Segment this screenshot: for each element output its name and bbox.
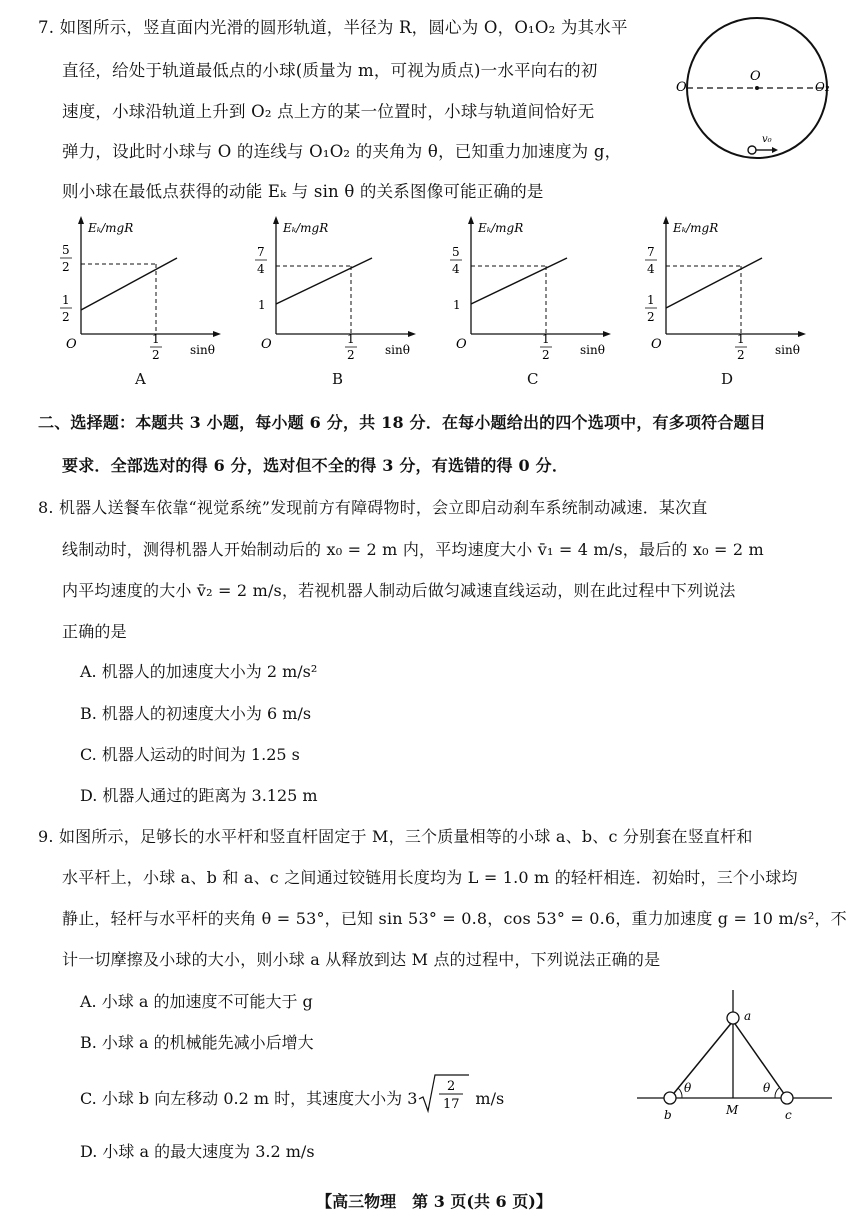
graph-b-x-num: 1	[347, 332, 355, 346]
q8-line-1: 8. 机器人送餐车依靠“视觉系统”发现前方有障碍物时，会立即启动刹车系统制动减速．某次直	[38, 498, 708, 517]
q8-line-4: 正确的是	[62, 622, 127, 641]
label-o2: O₂	[815, 80, 830, 94]
graph-a-letter: A	[135, 370, 146, 388]
graph-a-x-num: 1	[152, 332, 160, 346]
q9-line-2: 水平杆上，小球 a、b 和 a、c 之间通过铰链用长度均为 L = 1.0 m 的轻杆相连．初始时，三个小球均	[62, 868, 798, 887]
graph-a-ylabel: Eₖ/mgR	[88, 221, 134, 235]
graph-c-ytop-den: 4	[452, 262, 460, 276]
q9-option-b: B. 小球 a 的机械能先减小后增大	[80, 1033, 314, 1052]
graph-b-ylow: 1	[258, 298, 266, 312]
ball-b-label: b	[664, 1108, 672, 1122]
point-m-label: M	[726, 1103, 739, 1117]
graph-d-letter: D	[721, 370, 734, 388]
graph-d-ylow-num: 1	[647, 293, 655, 307]
page-footer: 【高三物理 第 3 页(共 6 页)】	[316, 1192, 552, 1211]
graph-d-origin: O	[651, 337, 662, 352]
graph-c-letter: C	[527, 370, 539, 388]
circle-track-diagram	[672, 10, 842, 170]
q8-option-c: C. 机器人运动的时间为 1.25 s	[80, 745, 300, 764]
theta-left-label: θ	[684, 1081, 692, 1095]
label-o-center: O	[750, 69, 761, 84]
q9-option-c	[80, 1078, 505, 1112]
section2-heading-line-2: 要求．全部选对的得 6 分，选对但不全的得 3 分，有选错的得 0 分．	[62, 456, 569, 475]
q8-line-3: 内平均速度的大小 v̄₂ = 2 m/s，若视机器人制动后做匀减速直线运动，则在此过程中下列说法	[62, 581, 736, 600]
graph-c	[440, 212, 620, 360]
label-v0: v₀	[762, 134, 772, 145]
graph-a-x-den: 2	[152, 348, 160, 360]
graph-c-ytop-num: 5	[452, 245, 460, 259]
graph-d-ylow-den: 2	[647, 310, 655, 324]
graph-a-ylow-num: 1	[62, 293, 70, 307]
q9-option-c-unit: m/s	[475, 1089, 505, 1108]
graph-b	[245, 212, 425, 360]
graph-d-x-num: 1	[737, 332, 745, 346]
graph-a	[50, 212, 230, 360]
q8-option-b: B. 机器人的初速度大小为 6 m/s	[80, 704, 312, 723]
graph-a-ytop-num: 5	[62, 243, 70, 257]
graph-c-x-den: 2	[542, 348, 550, 360]
q8-line-2: 线制动时，测得机器人开始制动后的 x₀ = 2 m 内，平均速度大小 v̄₁ = 4 m/s，最后的 x₀ = 2 m	[62, 540, 764, 559]
graph-a-origin: O	[66, 337, 77, 352]
graph-c-x-num: 1	[542, 332, 550, 346]
sqrt-denominator: 17	[443, 1096, 460, 1112]
graph-c-ylabel: Eₖ/mgR	[478, 221, 524, 235]
q7-line-5: 则小球在最低点获得的动能 Eₖ 与 sin θ 的关系图像可能正确的是	[62, 182, 544, 201]
graph-c-ylow: 1	[453, 298, 461, 312]
graph-a-ylow-den: 2	[62, 310, 70, 324]
ball-c-label: c	[785, 1108, 792, 1122]
rod-balls-diagram	[632, 988, 837, 1128]
graph-a-xlabel: sinθ	[190, 343, 215, 357]
graph-a-ytop-den: 2	[62, 260, 70, 274]
label-o1: O	[676, 80, 687, 95]
graph-d-ylabel: Eₖ/mgR	[673, 221, 719, 235]
sqrt-numerator: 2	[447, 1078, 456, 1094]
q9-option-c-text: C. 小球 b 向左移动 0.2 m 时，其速度大小为 3	[80, 1089, 418, 1108]
q9-line-4: 计一切摩擦及小球的大小，则小球 a 从释放到达 M 点的过程中，下列说法正确的是	[62, 950, 661, 969]
graph-d-ytop-den: 4	[647, 262, 655, 276]
graph-d-xlabel: sinθ	[775, 343, 800, 357]
q7-line-3: 速度，小球沿轨道上升到 O₂ 点上方的某一位置时，小球与轨道间恰好无	[62, 102, 595, 121]
q7-line-4: 弹力，设此时小球与 O 的连线与 O₁O₂ 的夹角为 θ，已知重力加速度为 g，	[62, 142, 622, 161]
q7-line-1: 7. 如图所示，竖直面内光滑的圆形轨道，半径为 R，圆心为 O，O₁O₂ 为其水平	[38, 18, 628, 37]
q8-option-d: D. 机器人通过的距离为 3.125 m	[80, 786, 318, 805]
graph-b-ytop-den: 4	[257, 262, 265, 276]
graph-b-origin: O	[261, 337, 272, 352]
q9-line-1: 9. 如图所示，足够长的水平杆和竖直杆固定于 M，三个质量相等的小球 a、b、c 分别套在竖直杆和	[38, 827, 753, 846]
graph-d-ytop-num: 7	[647, 245, 655, 259]
q9-option-d: D. 小球 a 的最大速度为 3.2 m/s	[80, 1142, 315, 1161]
graph-d	[635, 212, 815, 360]
sqrt-fraction	[417, 1078, 471, 1112]
q9-line-3: 静止，轻杆与水平杆的夹角 θ = 53°，已知 sin 53° = 0.8，cos 53° = 0.6，重力加速度 g = 10 m/s²，不	[62, 909, 847, 928]
graph-b-xlabel: sinθ	[385, 343, 410, 357]
q7-line-2: 直径，给处于轨道最低点的小球(质量为 m，可视为质点)一水平向右的初	[62, 61, 598, 80]
q8-option-a: A. 机器人的加速度大小为 2 m/s²	[80, 662, 318, 681]
graph-d-x-den: 2	[737, 348, 745, 360]
graph-c-xlabel: sinθ	[580, 343, 605, 357]
ball-a-label: a	[744, 1009, 752, 1023]
q9-option-a: A. 小球 a 的加速度不可能大于 g	[80, 992, 313, 1011]
section2-heading-line-1: 二、选择题：本题共 3 小题，每小题 6 分，共 18 分．在每小题给出的四个选项中，有多项符合题目	[38, 413, 766, 432]
graph-b-ylabel: Eₖ/mgR	[283, 221, 329, 235]
graph-c-origin: O	[456, 337, 467, 352]
graph-b-ytop-num: 7	[257, 245, 265, 259]
theta-right-label: θ	[763, 1081, 771, 1095]
graph-b-letter: B	[332, 370, 344, 388]
graph-b-x-den: 2	[347, 348, 355, 360]
